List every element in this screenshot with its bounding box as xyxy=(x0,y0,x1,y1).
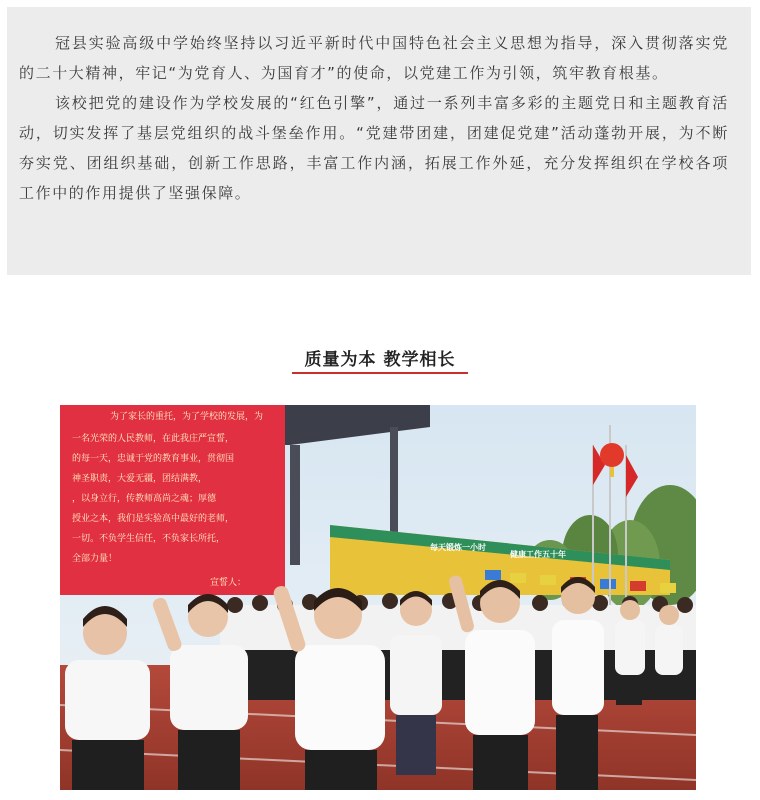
section-title: 质量为本 教学相长 xyxy=(304,350,456,370)
board-line-1: 为了家长的重托，为了学校的发展，为 xyxy=(110,412,264,422)
board-line-3: 的每一天，忠诚于党的教育事业，贯彻国 xyxy=(72,454,235,464)
intro-paragraph-1: 冠县实验高级中学始终坚持以习近平新时代中国特色社会主义思想为指导，深入贯彻落实党的二十大精神，牢记“为党育人、为国育才”的使命，以党建工作为引领，筑牢教育根基。 xyxy=(19,34,729,82)
board-line-8: 全部力量！ xyxy=(72,554,118,564)
oath-ceremony-photo xyxy=(60,405,696,790)
banner-right: 健康工作五十年 xyxy=(510,550,566,559)
board-line-2: 一名光荣的人民教师，在此我庄严宣誓， xyxy=(72,434,235,444)
board-signature: 宣誓人： xyxy=(210,578,247,588)
board-line-6: 授业之本，我们是实验高中最好的老师， xyxy=(72,514,235,524)
banner-left: 每天锻炼一小时 xyxy=(430,543,486,552)
intro-paragraph-2: 该校把党的建设作为学校发展的“红色引擎”，通过一系列丰富多彩的主题党日和主题教育活动，切实发挥了基层党组织的战斗堡垒作用。“党建带团建，团建促党建”活动蓬勃开展，为不断夯实党、团组织基础，创新工作思路，丰富工作内涵，拓展工作外延，充分发挥组织在学校各项工作中的作用提供了坚强保障。 xyxy=(19,94,729,202)
board-line-7: 一切。不负学生信任，不负家长所托， xyxy=(72,534,226,544)
board-line-5: ，以身立行，传教师高尚之魂；厚德 xyxy=(72,494,217,504)
title-underline xyxy=(292,372,468,374)
board-line-4: 神圣职责，大爱无疆，团结满教， xyxy=(72,474,208,484)
photo-illustration xyxy=(60,405,696,790)
intro-text-box xyxy=(7,7,751,275)
